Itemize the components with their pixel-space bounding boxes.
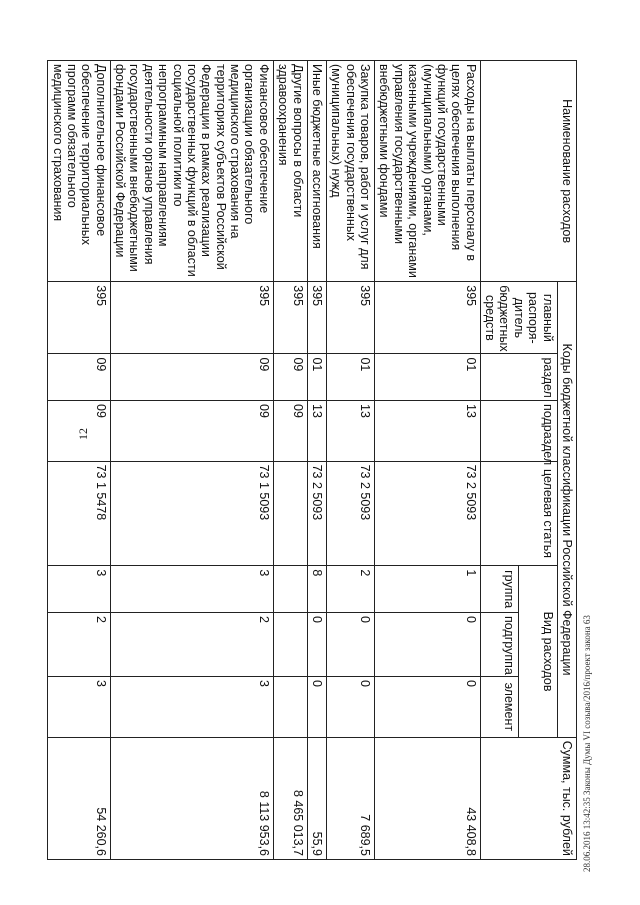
header-codes-group: Коды бюджетной классификации Российской Федерации xyxy=(557,282,576,737)
header-razdel: раздел xyxy=(480,354,557,401)
table-row xyxy=(48,61,111,860)
row-podgruppa: 0 xyxy=(307,612,326,676)
row-gruppa xyxy=(273,566,307,613)
row-statya: 73 2 5093 xyxy=(375,461,481,566)
header-statya: целевая статья xyxy=(480,461,557,566)
footer-stamp: 28.06.2016 13:42:35 Законы Думы VI созыва/2016/проект закона 63 xyxy=(582,615,592,872)
row-glavny: 395 xyxy=(110,282,273,354)
row-summa: 8 465 013,7 xyxy=(273,737,307,859)
header-vid-group: Вид расходов xyxy=(519,566,557,737)
row-summa: 8 113 953,6 xyxy=(110,737,273,859)
row-statya: 73 1 5093 xyxy=(110,461,273,566)
row-statya: 73 2 5093 xyxy=(307,461,326,566)
row-razdel: 09 xyxy=(48,354,111,401)
row-razdel: 09 xyxy=(273,354,307,401)
row-gruppa: 3 xyxy=(110,566,273,613)
row-element: 0 xyxy=(307,677,326,738)
row-gruppa: 8 xyxy=(307,566,326,613)
row-podrazdel: 13 xyxy=(307,401,326,462)
row-podgruppa: 2 xyxy=(48,612,111,676)
row-gruppa: 2 xyxy=(327,566,375,613)
header-gruppa: группа xyxy=(480,566,518,613)
row-element xyxy=(273,677,307,738)
row-gruppa: 1 xyxy=(375,566,481,613)
row-name: Закупка товаров, работ и услуг для обеспечения государственных (муниципальных) нужд xyxy=(327,61,375,282)
table-row xyxy=(110,61,273,860)
row-glavny: 395 xyxy=(375,282,481,354)
row-summa: 43 408,8 xyxy=(375,737,481,859)
row-glavny: 395 xyxy=(273,282,307,354)
row-podrazdel: 13 xyxy=(327,401,375,462)
row-name: Другие вопросы в области здравоохранения xyxy=(273,61,307,282)
row-glavny: 395 xyxy=(307,282,326,354)
header-element: элемент xyxy=(480,677,518,738)
budget-table xyxy=(47,60,577,860)
header-summa: Сумма, тыс. рублей xyxy=(480,737,576,859)
row-name: Иные бюджетные ассигнования xyxy=(307,61,326,282)
row-razdel: 01 xyxy=(307,354,326,401)
row-statya: 73 2 5093 xyxy=(327,461,375,566)
header-name: Наименование расходов xyxy=(480,61,576,282)
row-name: Дополнительное финансовое обеспечение территориальных программ обязательного медицинского страхования xyxy=(48,61,111,282)
row-podgruppa: 2 xyxy=(110,612,273,676)
row-podgruppa: 0 xyxy=(327,612,375,676)
table-row xyxy=(375,61,481,860)
page-number: 12 xyxy=(76,428,90,440)
row-statya: 73 1 5478 xyxy=(48,461,111,566)
row-razdel: 09 xyxy=(110,354,273,401)
row-element: 0 xyxy=(327,677,375,738)
row-razdel: 01 xyxy=(375,354,481,401)
row-summa: 54 260,6 xyxy=(48,737,111,859)
row-podrazdel: 13 xyxy=(375,401,481,462)
row-glavny: 395 xyxy=(48,282,111,354)
row-podrazdel: 09 xyxy=(273,401,307,462)
table-row xyxy=(273,61,307,860)
row-gruppa: 3 xyxy=(48,566,111,613)
row-glavny: 395 xyxy=(327,282,375,354)
header-podrazdel: подраздел xyxy=(480,401,557,462)
row-element: 3 xyxy=(48,677,111,738)
row-statya xyxy=(273,461,307,566)
row-summa: 7 689,5 xyxy=(327,737,375,859)
table-row xyxy=(327,61,375,860)
row-name: Расходы на выплаты персоналу в целях обеспечения выполнения функций государственными (муниципальными) органами, казенными учреждениями, органами управления государственными внебюджетными фондами xyxy=(375,61,481,282)
row-podrazdel: 09 xyxy=(110,401,273,462)
row-element: 3 xyxy=(110,677,273,738)
row-summa: 55,9 xyxy=(307,737,326,859)
header-podgruppa: подгруппа xyxy=(480,612,518,676)
table-row xyxy=(307,61,326,860)
header-glavny: главный распоря-дитель бюджетных средств xyxy=(480,282,557,354)
row-podgruppa: 0 xyxy=(375,612,481,676)
row-podrazdel: 09 xyxy=(48,401,111,462)
row-podgruppa xyxy=(273,612,307,676)
row-razdel: 01 xyxy=(327,354,375,401)
row-element: 0 xyxy=(375,677,481,738)
row-name: Финансовое обеспечение организации обязательного медицинского страхования на территориях субъектов Российской Федерации в рамках реализации государственных функций в области социальной политики по непрограммным направлениям деятельности органов управления государственными внебюджетными фондами Российской Федерации xyxy=(110,61,273,282)
